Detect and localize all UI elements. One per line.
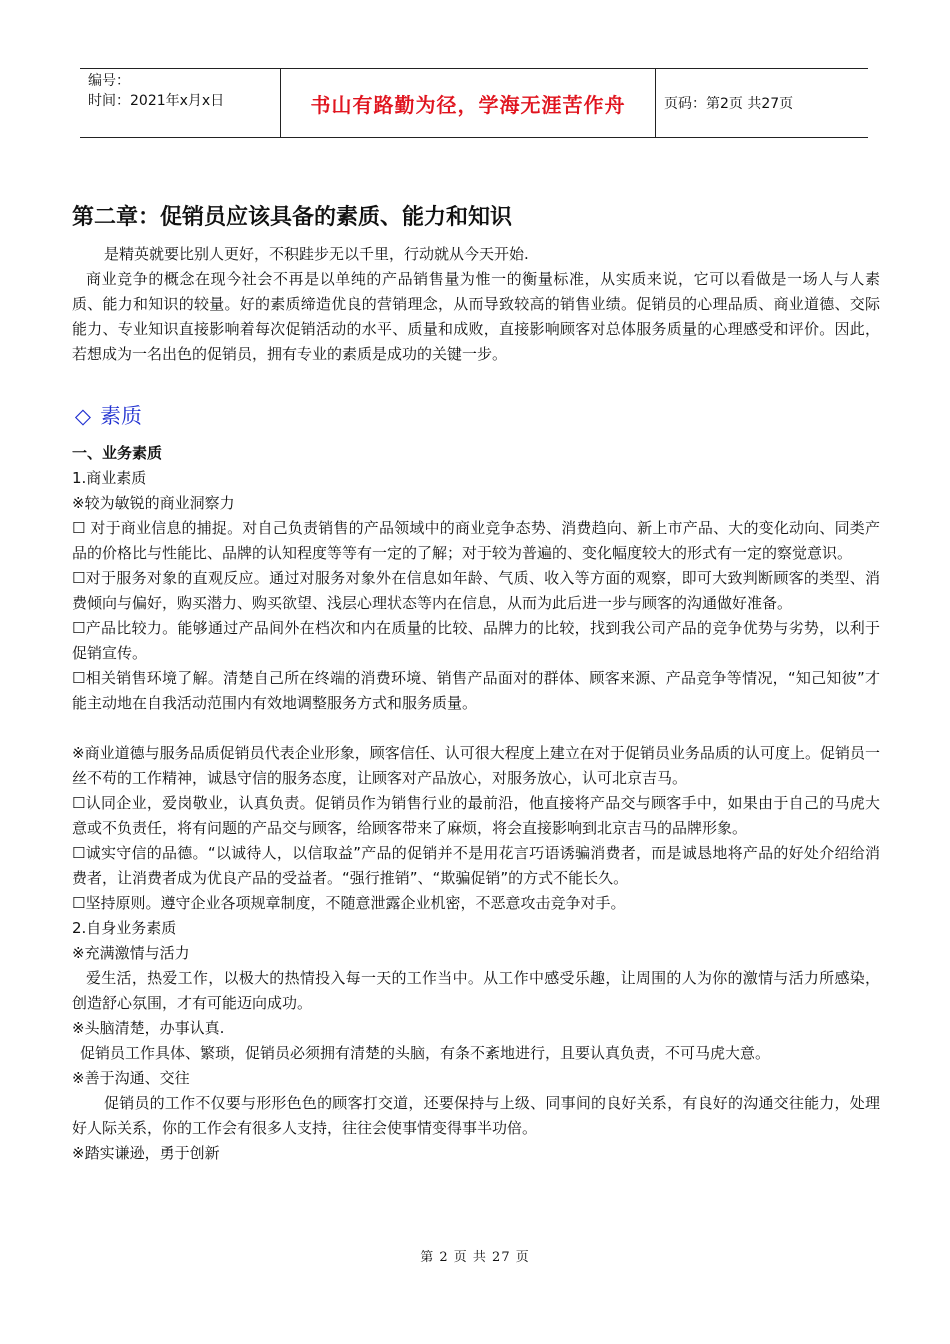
subsection-item: ※充满激情与活力 [72,944,190,962]
body-paragraph: ☐坚持原则。遵守企业各项规章制度，不随意泄露企业机密，不恶意攻击竞争对手。 [72,894,626,912]
body-paragraph: ☐认同企业，爱岗敬业，认真负责。促销员作为销售行业的最前沿，他直接将产品交与顾客手中，如果由于自己的马虎大意或不负责任，将有问题的产品交与顾客，给顾客带来了麻烦，将会直接影响到北京吉马的品牌形象。 [72,794,880,837]
doc-number-label: 编号： [88,73,130,89]
section-heading [72,401,880,431]
subsection-item: ※踏实谦逊，勇于创新 [72,1144,220,1162]
body-paragraph: 促销员的工作不仅要与形形色色的顾客打交道，还要保持与上级、同事间的良好关系，有良好的沟通交往能力，处理好人际关系，你的工作会有很多人支持，往往会使事情变得事半功倍。 [72,1094,880,1137]
header-page-info: 页码：第2页 共27页 [664,96,794,112]
body-paragraph: 促销员工作具体、繁琐，促销员必须拥有清楚的头脑，有条不紊地进行，且要认真负责，不可马虎大意。 [80,1044,771,1062]
page-footer: 第 2 页 共 27 页 [420,1250,530,1265]
body-paragraph: ☐ 对于商业信息的捕捉。对自己负责销售的产品领域中的商业竞争态势、消费趋向、新上市产品、大的变化动向、同类产品的价格比与性能比、品牌的认知程度等等有一定的了解；对于较为普遍的、变化幅度较大的形式有一定的察觉意识。 [72,519,880,562]
subsection-item: ※较为敏锐的商业洞察力 [72,494,235,512]
body-paragraph: ☐相关销售环境了解。清楚自己所在终端的消费环境、销售产品面对的群体、顾客来源、产品竞争等情况，“知己知彼”才能主动地在自我活动范围内有效地调整服务方式和服务质量。 [72,669,880,712]
subsection-item: ※头脑清楚，办事认真. [72,1019,225,1037]
body-paragraph: 爱生活，热爱工作，以极大的热情投入每一天的工作当中。从工作中感受乐趣，让周围的人为你的激情与活力所感染，创造舒心氛围，才有可能迈向成功。 [72,969,880,1012]
body-paragraph: ☐对于服务对象的直观反应。通过对服务对象外在信息如年龄、气质、收入等方面的观察，即可大致判断顾客的类型、消费倾向与偏好，购买潜力、购买欲望、浅层心理状态等内在信息，从而为此后进一步与顾客的沟通做好准备。 [72,569,880,612]
spacer [72,716,880,741]
intro-paragraph: 商业竞争的概念在现今社会不再是以单纯的产品销售量为惟一的衡量标准，从实质来说，它可以看做是一场人与人素质、能力和知识的较量。好的素质缔造优良的营销理念，从而导致较高的销售业绩。促销员的心理品质、商业道德、交际能力、专业知识直接影响着每次促销活动的水平、质量和成败，直接影响顾客对总体服务质量的心理感受和评价。因此，若想成为一名出色的促销员，拥有专业的素质是成功的关键一步。 [72,270,880,363]
subsection-item: 2.自身业务素质 [72,919,177,937]
body-paragraph: ☐产品比较力。能够通过产品间外在档次和内在质量的比较、品牌力的比较，找到我公司产品的竞争优势与劣势，以利于促销宣传。 [72,619,880,662]
subsection-title: 一、业务素质 [72,444,163,462]
subsection-item: ※善于沟通、交往 [72,1069,190,1087]
body-paragraph: ※商业道德与服务品质促销员代表企业形象，顾客信任、认可很大程度上建立在对于促销员业务品质的认可度上。促销员一丝不苟的工作精神，诚恳守信的服务态度，让顾客对产品放心，对服务放心，认可北京吉马。 [72,744,880,787]
header-meta [80,69,280,137]
subsection-item: 1.商业素质 [72,469,147,487]
diamond-icon: ◇ [74,404,92,428]
section-heading-text: 素质 [100,404,142,428]
intro-paragraph: 是精英就要比别人更好，不积跬步无以千里，行动就从今天开始. [104,245,529,263]
header-motto: 书山有路勤为径，学海无涯苦作舟 [280,69,656,137]
doc-time-label: 时间：2021年x月x日 [88,93,225,109]
chapter-title: 第二章：促销员应该具备的素质、能力和知识 [72,205,513,230]
body-paragraph: ☐诚实守信的品德。“以诚待人，以信取益”产品的促销并不是用花言巧语诱骗消费者，而是诚恳地将产品的好处介绍给消费者，让消费者成为优良产品的受益者。“强行推销”、“欺骗促销”的方式不能长久。 [72,844,880,887]
document-body [72,200,880,1166]
page-header [80,68,868,138]
